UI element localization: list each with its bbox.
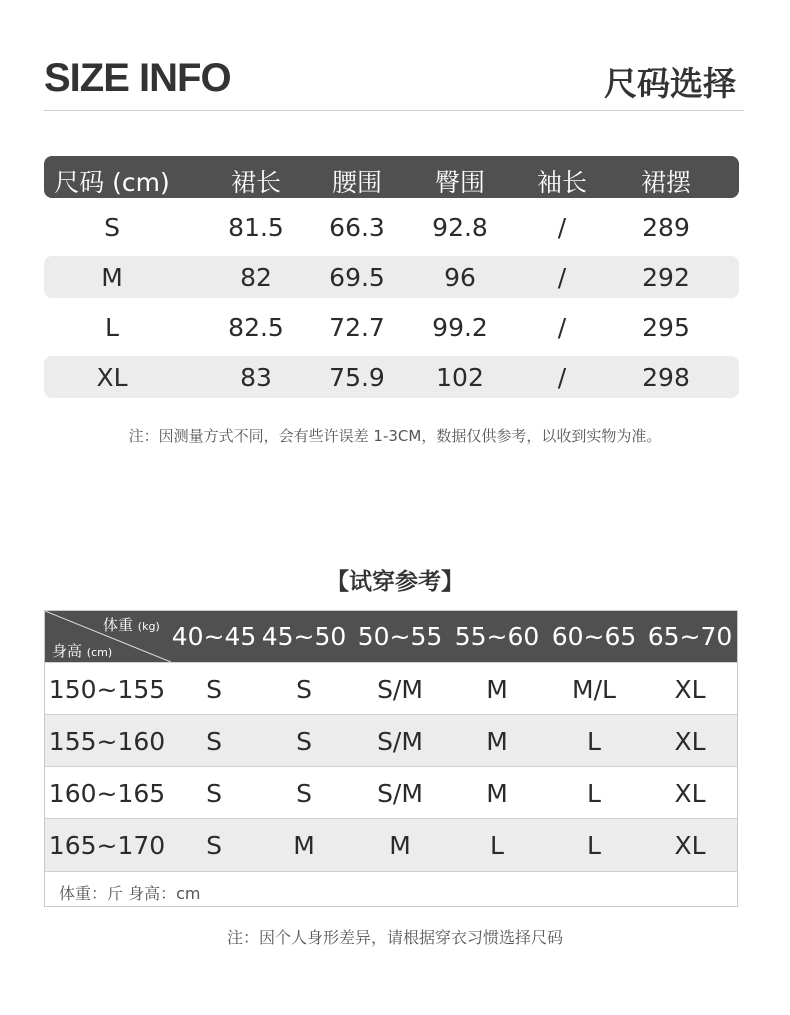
size-recommendation-cell: XL (674, 831, 706, 860)
table-cell: 75.9 (329, 363, 385, 392)
size-table-header (44, 156, 739, 198)
size-recommendation-cell: L (587, 779, 601, 808)
weight-range-header: 65~70 (647, 622, 733, 651)
weight-range-header: 45~50 (261, 622, 347, 651)
table-cell: 81.5 (228, 213, 284, 242)
size-recommendation-cell: S (296, 675, 312, 704)
table-cell: 66.3 (329, 213, 385, 242)
fit-table-row (45, 662, 737, 715)
table-cell: 102 (436, 363, 484, 392)
table-cell: 99.2 (432, 313, 488, 342)
table-cell: 292 (642, 263, 690, 292)
size-recommendation-cell: XL (674, 727, 706, 756)
size-recommendation-cell: XL (674, 779, 706, 808)
size-recommendation-cell: S (206, 675, 222, 704)
size-recommendation-cell: S/M (377, 779, 423, 808)
unit-note: 体重：斤 身高：cm (59, 884, 201, 903)
table-cell: L (105, 313, 119, 342)
corner-weight-label (103, 614, 160, 635)
corner-height-label (52, 640, 112, 661)
page-title: SIZE INFO (44, 56, 231, 100)
height-range-cell: 165~170 (48, 831, 166, 860)
table-cell: / (557, 213, 567, 242)
column-header: 裙长 (230, 168, 282, 197)
size-recommendation-cell: S (206, 779, 222, 808)
table-cell: / (557, 263, 567, 292)
table-cell: 82.5 (228, 313, 284, 342)
fit-table-row (45, 766, 737, 819)
size-table-row (44, 206, 739, 248)
size-recommendation-cell: M (486, 675, 508, 704)
header-divider (44, 110, 744, 111)
height-range-cell: 150~155 (48, 675, 166, 704)
size-recommendation-cell: S (206, 831, 222, 860)
page-title-cn: 尺码选择 (604, 64, 736, 103)
corner-weight-unit: (kg) (137, 620, 160, 633)
table-cell: 72.7 (329, 313, 385, 342)
size-table-row (44, 306, 739, 348)
size-recommendation-cell: M (486, 727, 508, 756)
table-cell: 92.8 (432, 213, 488, 242)
table-cell: 83 (240, 363, 272, 392)
fit-table (44, 610, 738, 907)
size-recommendation-cell: L (587, 727, 601, 756)
weight-range-header: 50~55 (357, 622, 443, 651)
size-table-row (44, 356, 739, 398)
size-recommendation-cell: M (486, 779, 508, 808)
table-cell: S (104, 213, 120, 242)
table-cell: 295 (642, 313, 690, 342)
size-note: 注：因测量方式不同，会有些许误差 1-3CM，数据仅供参考，以收到实物为准。 (128, 427, 662, 445)
height-range-cell: 155~160 (48, 727, 166, 756)
column-header: 袖长 (536, 168, 588, 197)
table-cell: / (557, 363, 567, 392)
size-recommendation-cell: S (296, 727, 312, 756)
size-table-row (44, 256, 739, 298)
size-recommendation-cell: XL (674, 675, 706, 704)
size-recommendation-cell: L (490, 831, 504, 860)
fit-table-row (45, 818, 737, 871)
table-cell: XL (96, 363, 128, 392)
column-header: 尺码 (cm) (54, 168, 170, 197)
size-recommendation-cell: S (296, 779, 312, 808)
size-recommendation-cell: S/M (377, 727, 423, 756)
corner-height-text: 身高 (52, 642, 83, 660)
table-cell: M (101, 263, 123, 292)
table-cell: 96 (444, 263, 476, 292)
size-recommendation-cell: L (587, 831, 601, 860)
corner-height-unit: (cm) (86, 646, 113, 659)
size-recommendation-cell: S (206, 727, 222, 756)
fit-table-footer (45, 871, 737, 908)
fit-note: 注：因个人身形差异，请根据穿衣习惯选择尺码 (226, 928, 563, 947)
column-header: 裙摆 (640, 168, 692, 197)
table-cell: 69.5 (329, 263, 385, 292)
table-cell: / (557, 313, 567, 342)
table-cell: 289 (642, 213, 690, 242)
weight-range-header: 60~65 (551, 622, 637, 651)
size-recommendation-cell: M (389, 831, 411, 860)
weight-range-header: 55~60 (454, 622, 540, 651)
fit-section-title: 【试穿参考】 (326, 569, 464, 595)
column-header: 腰围 (331, 168, 383, 197)
column-header: 臀围 (434, 168, 486, 197)
table-cell: 298 (642, 363, 690, 392)
size-recommendation-cell: M (293, 831, 315, 860)
fit-table-row (45, 714, 737, 767)
fit-table-header (45, 611, 737, 662)
table-cell: 82 (240, 263, 272, 292)
size-recommendation-cell: M/L (572, 675, 616, 704)
size-recommendation-cell: S/M (377, 675, 423, 704)
height-range-cell: 160~165 (48, 779, 166, 808)
corner-weight-text: 体重 (103, 616, 134, 634)
weight-range-header: 40~45 (171, 622, 257, 651)
